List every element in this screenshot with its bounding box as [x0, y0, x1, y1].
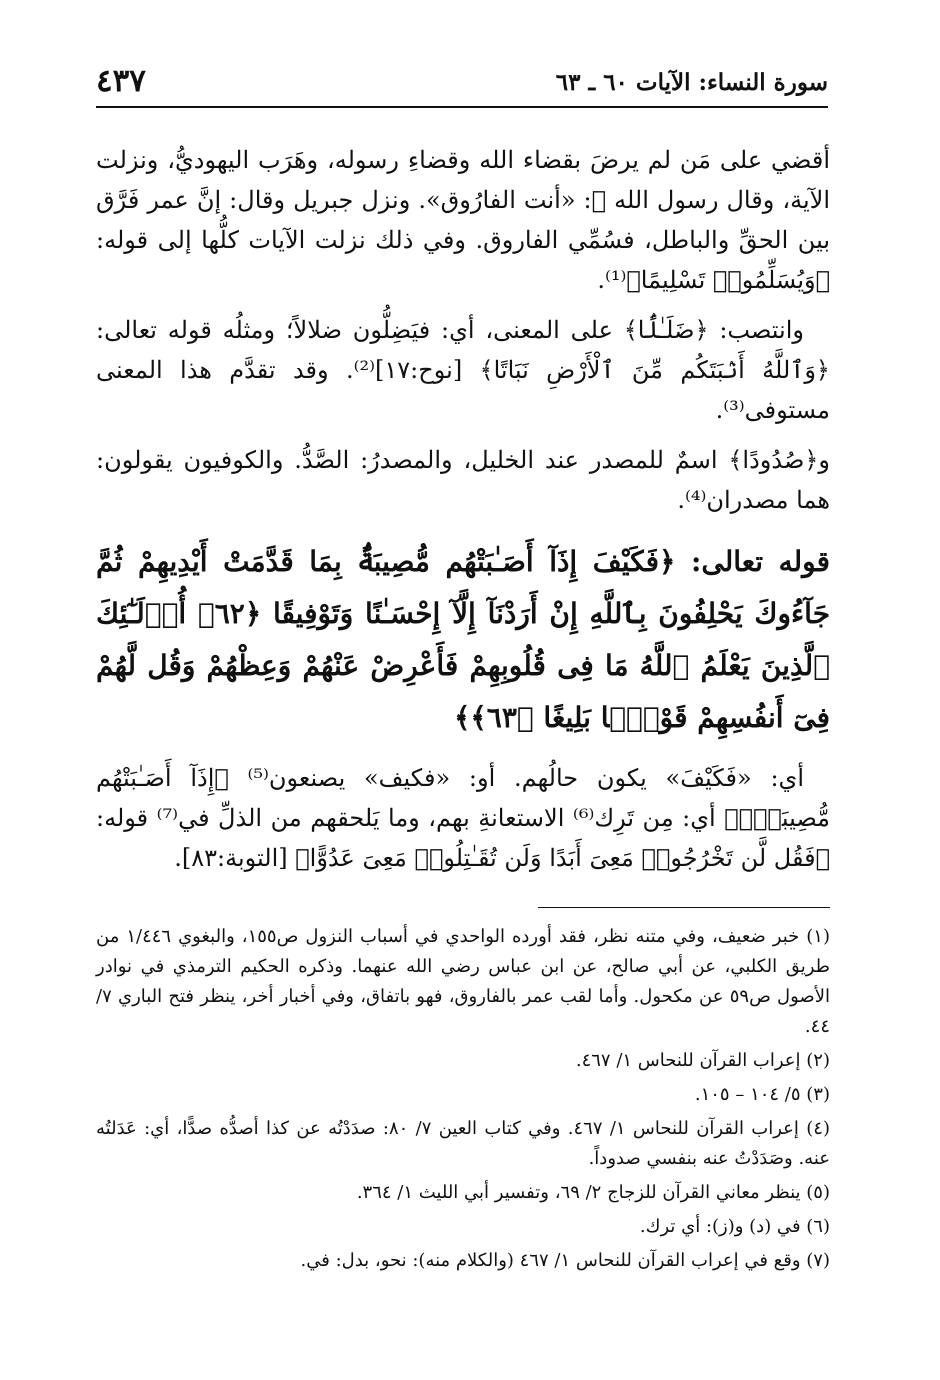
footnote-1: (١) خبر ضعيف، وفي متنه نظر، فقد أورده الواحدي في أسباب النزول ص١٥٥، والبغوي ١/٤٤٦ من طريق الكلبي، عن أبي صالح، عن ابن عباس رضي الله عنهما. وذكره الحكيم الترمذي في نوادر الأصول ص٥٩ عن مكحول. وأما لقب عمر بالفاروق، فهو باتفاق، وفي أخبار أخر، ينظر فتح الباري ٧/ ٤٤. — [96, 926, 830, 1037]
verse-text: ﴿فَكَيْفَ إِذَآ أَصَـٰبَتْهُم مُّصِيبَةٌۢ بِمَا قَدَّمَتْ أَيْدِيهِمْ ثُمَّ جَآءُوكَ يَحْلِفُونَ بِٱللَّهِ إِنْ أَرَدْنَآ إِلَّآ إِحْسَـٰنًا وَتَوْفِيقًا ﴿٦٢﴾ أُو۟لَـٰٓئِكَ ٱلَّذِينَ يَعْلَمُ ٱللَّهُ مَا فِى قُلُوبِهِمْ فَأَعْرِضْ عَنْهُمْ وَعِظْهُمْ وَقُل لَّهُمْ فِىٓ أَنفُسِهِمْ قَوْلًۢا بَلِيغًا ﴿٦٣﴾﴾ — [96, 545, 831, 734]
header-divider — [96, 106, 828, 108]
footnote-6: (٦) في (د) و(ز): أي ترك. — [639, 1216, 830, 1237]
footnote-7: (٧) وقع في إعراب القرآن للنحاس ١/ ٤٦٧ (والكلام منه): نحو، بدل: في. — [300, 1250, 830, 1271]
footnotes — [96, 922, 830, 1280]
verse-lead: قوله تعالى: — [691, 545, 830, 578]
main-text — [96, 140, 830, 888]
footnote-3: (٣) ٥/ ١٠٤ – ١٠٥. — [694, 1084, 830, 1105]
paragraph-1: أقضي على مَن لم يرضَ بقضاء الله وقضاءِ رسوله، وهَرَب اليهوديُّ، ونزلت الآية، وقال رسول الله ﷺ: «أنت الفارُوق». ونزل جبريل وقال: إنَّ عمر فَرَّق بين الحقِّ والباطل، فسُمِّي الفاروق. وفي ذلك نزلت الآيات كلُّها إلى قوله: ﴿وَيُسَلِّمُوا۟ تَسْلِيمًا﴾⁽¹⁾. — [96, 146, 830, 294]
page-number: ٤٣٧ — [96, 63, 146, 99]
paragraph-2: وانتصب: ﴿ضَلَـٰلًۢا﴾ على المعنى، أي: فيَضِلُّون ضلالاً؛ ومثلُه قوله تعالى: ﴿وَٱللَّهُ أَنۢبَتَكُم مِّنَ ٱلْأَرْضِ نَبَاتًا﴾ [نوح:١٧]⁽²⁾. وقد تقدَّم هذا المعنى مستوفى⁽³⁾. — [96, 316, 830, 424]
paragraph-4: أي: «فَكَيْفَ» يكون حالُهم. أو: «فكيف» يصنعون⁽⁵⁾ ﴿إِذَآ أَصَـٰبَتْهُم مُّصِيبَةٌۢ﴾ أي: مِن تَرِك⁽⁶⁾ الاستعانةِ بهم، وما يَلحقهم من الذلِّ في⁽⁷⁾ قوله: ﴿فَقُل لَّن تَخْرُجُوا۟ مَعِىَ أَبَدًا وَلَن تُقَـٰتِلُوا۟ مَعِىَ عَدُوًّا﴾ [التوبة:٨٣]. — [96, 764, 830, 872]
footnote-2: (٢) إعراب القرآن للنحاس ١/ ٤٦٧. — [575, 1050, 830, 1071]
footnote-divider — [538, 907, 830, 908]
footnote-4: (٤) إعراب القرآن للنحاس ١/ ٤٦٧. وفي كتاب العين ٧/ ٨٠: صدَدْتُه عن كذا أصدُّه صدًّا، أي: عَدَلتُه عنه. وصَدَدْتُ عنه بنفسي صدوداً. — [96, 1118, 830, 1169]
quran-verse-block — [96, 536, 830, 744]
running-title: سورة النساء: الآيات ٦٠ ـ ٦٣ — [555, 69, 828, 96]
paragraph-3: و﴿صُدُودًا﴾ اسمٌ للمصدر عند الخليل، والمصدرُ: الصَّدُّ. والكوفيون يقولون: هما مصدران⁽⁴⁾. — [96, 446, 830, 514]
page-header — [96, 62, 828, 104]
footnote-5: (٥) ينظر معاني القرآن للزجاج ٢/ ٦٩، وتفسير أبي الليث ١/ ٣٦٤. — [356, 1182, 830, 1203]
